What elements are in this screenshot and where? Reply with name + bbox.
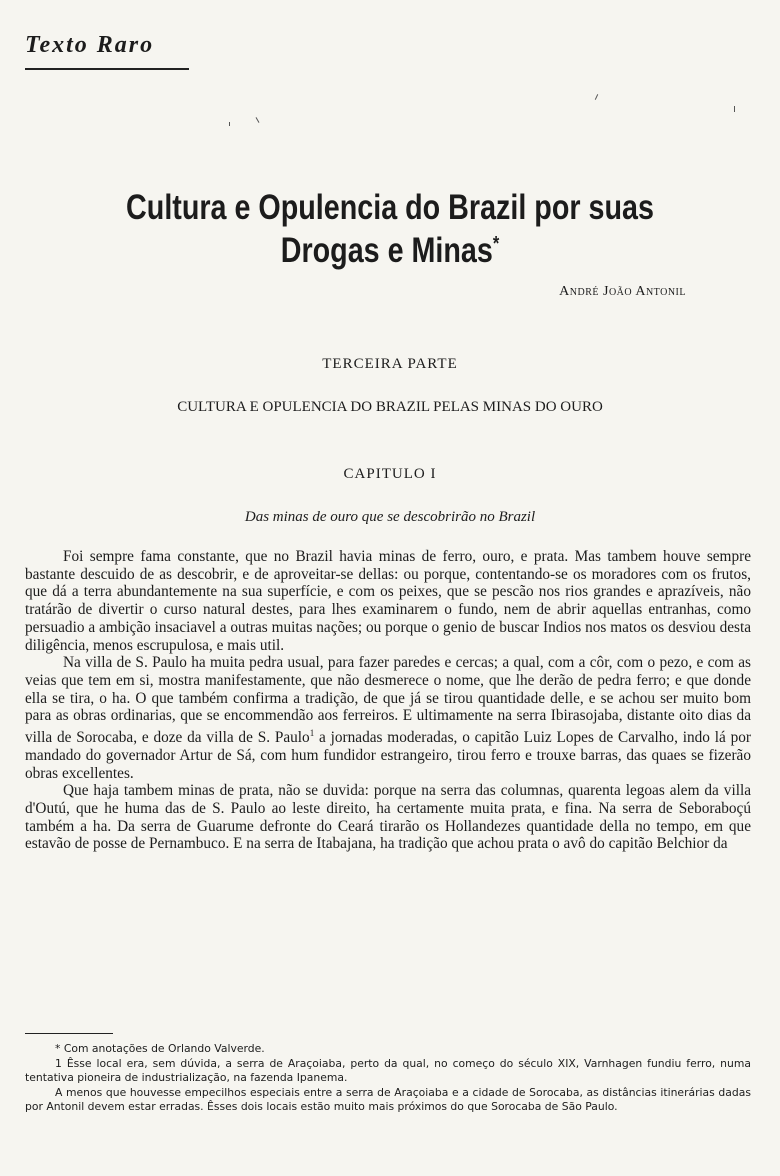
body-paragraph: Foi sempre fama constante, que no Brazil havia minas de ferro, ouro, e prata. Mas tambem houve sempre bastante descuido de as descobrir, e de aproveitar-se dellas: ou porque, contentando-se os moradores com os frutos, que dá a terra abundantemente na sua superfície, e com os peixes, que se pescão nos rios grandes e aprazíveis, não tratárão de divertir o curso natural destes, para lhes examinarem o fundo, nem de abrir aquellas entranhas, como persuadio a ambição insaciavel a outras muitas nações; ou porque o genio de buscar Indios nos matos os desviou desta diligência, menos escrupulosa, e mais util. [25,548,751,654]
title-footnote-marker: * [492,233,500,255]
body-text-span: Na villa de S. Paulo ha muita pedra usual, para fazer paredes e cercas; a qual, com a côr, com o pezo, e com as veias que tem em si, mostra manifestamente, que não desmerece o nome, que lhe derão de pedra ferro; e que donde ella se tira, o ha. O que também confirma a tradição, de que já se tirou quantidade delle, e se achou ser muito bom para as obras ordinarias, que se encommendão aos ferreiros. E ultimamente na serra Ibirasojaba, distante oito dias da villa de Sorocaba, e doze da villa de S. Paulo [25,654,751,747]
paper-speck [595,94,598,100]
part-heading: TERCEIRA PARTE [322,356,458,372]
article-body [25,548,751,853]
footnote: * Com anotações de Orlando Valverde. [55,1042,265,1055]
part-subtitle: CULTURA E OPULENCIA DO BRAZIL PELAS MINAS DO OURO [177,399,603,415]
article-author: André João Antonil [559,284,686,299]
footnote-reference: 1 [309,728,315,739]
chapter-title: Das minas de ouro que se descobrirão no Brazil [244,509,536,525]
section-label: Texto Raro [25,32,155,58]
body-text-span: a jornadas moderadas, o capitão Luiz Lopes de Carvalho, indo lá por mandado do governador Artur de Sá, com hum fundidor estrangeiro, tirou ferro e trouxe barras, das quaes se fizerão obras excellentes. [25,729,751,782]
chapter-heading: CAPITULO I [343,466,437,482]
footnotes [25,1042,751,1115]
body-paragraph [25,654,751,782]
footnote: 1 Êsse local era, sem dúvida, a serra de Araçoiaba, perto da qual, no começo do século XIX, Varnhagen fundiu ferro, numa tentativa pioneira de industrialização, na fazenda Ipanema. [25,1056,751,1085]
article-title-text: Cultura e Opulencia do Brazil por suas Drogas e Minas [126,188,654,270]
footnote-separator [25,1033,113,1034]
paper-speck [229,122,230,126]
article-title [119,186,660,272]
body-paragraph: Que haja tambem minas de prata, não se duvida: porque na serra das columnas, quarenta legoas alem da villa d'Outú, que he huma das de S. Paulo ao leste direito, ha certamente muita prata, e fina. Na serra de Seboraboçú também a ha. Da serra de Guarume defronte do Ceará tirarão os Hollandezes quantidade della no tempo, em que estavão de posse de Pernambuco. E na serra de Itabajana, ha tradição que achou prata o avô do capitão Belchior da [25,782,751,853]
footnote: A menos que houvesse empecilhos especiais entre a serra de Araçoiaba e a cidade de Sorocaba, as distâncias itinerárias dadas por Antonil devem estar erradas. Êsses dois locais estão muito mais próximos do que Sorocaba de São Paulo. [25,1085,751,1114]
paper-speck [734,106,735,112]
paper-speck [256,117,260,123]
section-underline [25,68,189,70]
